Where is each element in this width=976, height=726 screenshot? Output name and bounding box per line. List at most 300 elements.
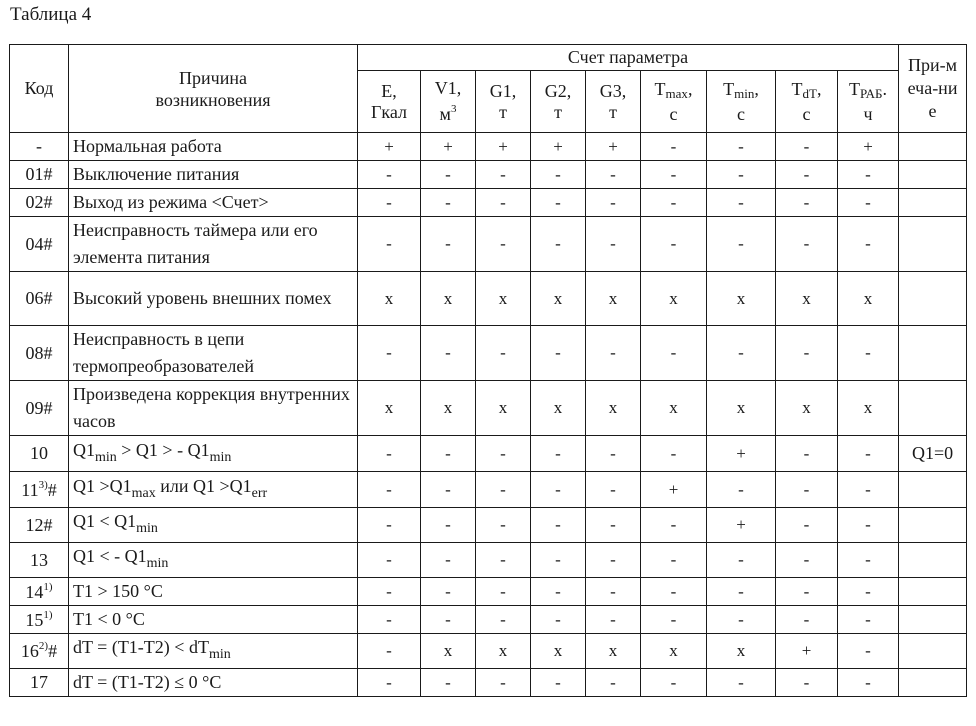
status-mark: - [641, 578, 707, 606]
status-mark: - [838, 578, 899, 606]
table-row [10, 508, 967, 543]
status-mark: x [586, 272, 641, 326]
param-main: T [723, 78, 735, 99]
code-value: 10 [30, 443, 48, 463]
status-mark: - [421, 472, 476, 508]
status-mark: x [641, 381, 707, 436]
param-header-line [641, 79, 706, 104]
status-mark: - [476, 578, 531, 606]
status-mark: - [476, 436, 531, 472]
status-mark: - [531, 161, 586, 189]
param-main: T [791, 78, 803, 99]
table-row [10, 161, 967, 189]
status-mark: x [476, 634, 531, 669]
cause-text: Высокий уровень внешних помех [73, 288, 332, 308]
status-mark: - [641, 133, 707, 161]
status-mark: - [707, 669, 776, 697]
header-note [899, 45, 967, 133]
status-mark: - [838, 436, 899, 472]
cause-text: dT = (T1-T2) < dT [73, 637, 209, 657]
param-unit-line [776, 104, 837, 125]
param-header-2 [476, 71, 531, 133]
status-mark: - [707, 217, 776, 272]
status-mark: - [531, 436, 586, 472]
status-mark: - [838, 508, 899, 543]
cause-text: Q1 < Q1 [73, 511, 137, 531]
cause-subscript: min [95, 449, 117, 465]
status-mark: - [776, 161, 838, 189]
param-main: T [654, 78, 666, 99]
note-cell [899, 508, 967, 543]
status-mark: - [421, 217, 476, 272]
status-mark: - [776, 578, 838, 606]
status-mark: - [358, 634, 421, 669]
param-main: V1, [434, 78, 462, 98]
status-mark: - [586, 326, 641, 381]
status-mark: - [476, 472, 531, 508]
status-mark: - [641, 543, 707, 578]
param-unit-line [358, 102, 420, 123]
header-cause [69, 45, 358, 133]
status-mark: - [476, 326, 531, 381]
status-mark: - [776, 472, 838, 508]
table-row [10, 634, 967, 669]
param-header-line [586, 81, 640, 102]
table-row [10, 578, 967, 606]
status-mark: - [531, 189, 586, 217]
status-mark: - [421, 669, 476, 697]
param-unit-line [476, 102, 530, 123]
status-mark: x [531, 381, 586, 436]
code-footnote: 1) [43, 580, 53, 593]
cause-text: Нормальная работа [73, 136, 222, 156]
note-cell [899, 578, 967, 606]
status-mark: - [838, 543, 899, 578]
code-footnote: 1) [43, 608, 53, 621]
header-code: Код [10, 45, 69, 133]
status-mark: - [838, 606, 899, 634]
status-mark: - [707, 543, 776, 578]
status-mark: - [476, 606, 531, 634]
status-mark: x [476, 272, 531, 326]
param-header-5 [641, 71, 707, 133]
status-mark: - [358, 543, 421, 578]
status-mark: - [776, 669, 838, 697]
code-cell [10, 381, 69, 436]
status-mark: - [476, 161, 531, 189]
status-mark: - [776, 436, 838, 472]
code-cell [10, 217, 69, 272]
cause-cell [69, 472, 358, 508]
status-mark: - [586, 436, 641, 472]
status-mark: x [531, 272, 586, 326]
param-unit: с [802, 103, 811, 124]
status-mark: - [531, 326, 586, 381]
header-param-group: Счет параметра [358, 45, 899, 71]
param-unit: Гкал [370, 101, 407, 122]
param-main: G1, [489, 80, 517, 101]
param-unit: т [554, 101, 562, 122]
code-suffix: # [48, 641, 58, 661]
param-sub: РАБ [860, 85, 883, 101]
status-mark: - [707, 578, 776, 606]
table-row [10, 272, 967, 326]
table-row [10, 326, 967, 381]
status-mark: - [776, 508, 838, 543]
cause-text: T1 < 0 °C [73, 609, 145, 629]
cause-text: Неисправность в цепи термопреобразователей [73, 329, 254, 376]
code-value: 08# [25, 342, 53, 363]
status-mark: - [641, 606, 707, 634]
status-mark: - [776, 133, 838, 161]
cause-text: dT = (T1-T2) ≤ 0 °C [73, 672, 222, 692]
status-mark: - [776, 606, 838, 634]
cause-text: Q1 < - Q1 [73, 546, 147, 566]
code-cell [10, 189, 69, 217]
note-cell [899, 634, 967, 669]
cause-text: или Q1 >Q1 [155, 475, 252, 496]
param-header-line [707, 79, 775, 104]
status-mark: - [707, 472, 776, 508]
code-value: 01# [25, 164, 53, 184]
status-mark: x [838, 381, 899, 436]
status-mark: - [586, 161, 641, 189]
param-unit-sup: 3 [450, 103, 457, 115]
cause-cell [69, 326, 358, 381]
status-mark: + [776, 634, 838, 669]
status-mark: - [707, 326, 776, 381]
cause-cell [69, 634, 358, 669]
param-tail: , [687, 78, 693, 99]
param-sub: min [734, 85, 755, 101]
code-value: 02# [25, 192, 53, 212]
param-main: T [849, 78, 861, 99]
cause-cell [69, 578, 358, 606]
status-mark: - [531, 606, 586, 634]
param-header-line [358, 81, 420, 102]
status-mark: x [476, 381, 531, 436]
status-mark: - [531, 508, 586, 543]
param-tail: . [882, 78, 887, 99]
status-mark: - [586, 508, 641, 543]
table-row [10, 472, 967, 508]
status-mark: - [838, 326, 899, 381]
status-mark: - [707, 189, 776, 217]
status-mark: - [531, 217, 586, 272]
status-mark: x [586, 381, 641, 436]
status-mark: - [641, 161, 707, 189]
code-suffix: # [47, 479, 57, 500]
note-cell [899, 326, 967, 381]
note-cell [899, 381, 967, 436]
param-unit: т [499, 101, 507, 122]
param-header-line [776, 79, 837, 104]
code-cell [10, 472, 69, 508]
table-row [10, 606, 967, 634]
param-sub: max [665, 85, 688, 101]
status-mark: + [476, 133, 531, 161]
param-tail: , [754, 78, 759, 99]
table-row [10, 669, 967, 697]
code-value: 14 [25, 581, 44, 602]
param-main: G2, [544, 80, 572, 101]
status-mark: - [776, 217, 838, 272]
code-value: 04# [25, 233, 53, 254]
code-value: 13 [30, 549, 48, 570]
table-header [10, 45, 967, 133]
status-mark: x [421, 634, 476, 669]
code-cell [10, 272, 69, 326]
status-mark: - [838, 189, 899, 217]
status-mark: - [838, 217, 899, 272]
code-cell [10, 436, 69, 472]
note-cell [899, 189, 967, 217]
status-mark: - [838, 161, 899, 189]
param-header-line [531, 81, 585, 102]
status-mark: x [707, 272, 776, 326]
status-mark: - [586, 189, 641, 217]
code-cell [10, 543, 69, 578]
cause-text: Q1 >Q1 [73, 475, 132, 496]
status-mark: - [838, 472, 899, 508]
status-mark: x [358, 381, 421, 436]
status-mark: - [586, 606, 641, 634]
cause-cell [69, 381, 358, 436]
note-cell [899, 161, 967, 189]
status-mark: - [776, 326, 838, 381]
code-footnote: 3) [38, 478, 48, 491]
status-mark: - [358, 606, 421, 634]
status-mark: - [586, 578, 641, 606]
cause-cell [69, 189, 358, 217]
param-unit-line [641, 104, 706, 125]
status-mark: x [358, 272, 421, 326]
code-cell [10, 578, 69, 606]
param-unit-line [531, 102, 585, 123]
status-mark: - [358, 161, 421, 189]
status-mark: + [586, 133, 641, 161]
cause-text: Q1 [73, 439, 95, 460]
status-mark: - [358, 508, 421, 543]
cause-text: > Q1 > - Q1 [116, 439, 210, 460]
status-mark: x [586, 634, 641, 669]
status-mark: - [476, 217, 531, 272]
code-cell [10, 634, 69, 669]
param-unit-line [421, 99, 475, 125]
status-mark: - [358, 217, 421, 272]
status-mark: - [776, 189, 838, 217]
status-mark: - [586, 543, 641, 578]
status-mark: - [531, 472, 586, 508]
status-mark: - [476, 508, 531, 543]
code-value: - [36, 136, 42, 156]
status-mark: + [358, 133, 421, 161]
param-unit: ч [863, 103, 873, 124]
status-mark: - [586, 669, 641, 697]
status-mark: + [421, 133, 476, 161]
cause-text: Выключение питания [73, 164, 240, 184]
table-row [10, 189, 967, 217]
param-header-0 [358, 71, 421, 133]
param-unit: с [737, 103, 745, 124]
cause-cell [69, 508, 358, 543]
status-mark: + [838, 133, 899, 161]
table-row [10, 381, 967, 436]
status-mark: - [358, 578, 421, 606]
param-header-8 [838, 71, 899, 133]
note-cell [899, 543, 967, 578]
status-mark: - [358, 189, 421, 217]
code-cell [10, 669, 69, 697]
status-mark: - [531, 578, 586, 606]
status-mark: - [641, 436, 707, 472]
status-mark: - [531, 669, 586, 697]
param-main: G3, [599, 80, 627, 101]
status-mark: - [421, 606, 476, 634]
status-mark: x [641, 272, 707, 326]
status-mark: - [531, 543, 586, 578]
code-value: 09# [25, 397, 53, 418]
cause-cell [69, 606, 358, 634]
status-mark: - [586, 217, 641, 272]
status-mark: - [421, 543, 476, 578]
status-mark: - [707, 133, 776, 161]
code-cell [10, 508, 69, 543]
status-mark: - [421, 161, 476, 189]
status-mark: - [421, 326, 476, 381]
cause-cell [69, 133, 358, 161]
status-mark: x [421, 272, 476, 326]
param-tail: , [816, 78, 822, 99]
cause-cell [69, 217, 358, 272]
status-mark: - [476, 669, 531, 697]
status-mark: x [421, 381, 476, 436]
code-value: 06# [25, 288, 53, 308]
cause-subscript: min [146, 556, 169, 571]
code-footnote: 2) [38, 640, 49, 652]
header-note-label: При-меча-ние [907, 55, 958, 121]
note-cell [899, 133, 967, 161]
note-cell [899, 217, 967, 272]
status-mark: x [776, 272, 838, 326]
param-unit: с [669, 103, 678, 124]
cause-cell [69, 436, 358, 472]
table-body [10, 133, 967, 697]
note-cell [899, 669, 967, 697]
code-value: 17 [30, 672, 48, 692]
status-mark: x [707, 381, 776, 436]
param-header-4 [586, 71, 641, 133]
status-mark: - [838, 634, 899, 669]
param-main: E, [381, 80, 397, 101]
param-header-line [838, 79, 898, 104]
status-mark: - [421, 508, 476, 543]
status-mark: - [586, 472, 641, 508]
cause-cell [69, 161, 358, 189]
status-mark: - [358, 669, 421, 697]
status-mark: + [707, 436, 776, 472]
code-value: 12# [25, 514, 53, 535]
status-mark: x [838, 272, 899, 326]
status-mark: - [641, 217, 707, 272]
code-value: 11 [21, 479, 39, 500]
status-mark: - [421, 436, 476, 472]
table-caption: Таблица 4 [10, 4, 92, 25]
status-mark: - [707, 161, 776, 189]
status-mark: - [476, 189, 531, 217]
status-mark: - [421, 578, 476, 606]
status-mark: - [776, 543, 838, 578]
status-mark: - [838, 669, 899, 697]
status-mark: - [476, 543, 531, 578]
status-mark: - [358, 436, 421, 472]
status-mark: - [641, 326, 707, 381]
status-mark: - [421, 189, 476, 217]
cause-subscript: max [131, 485, 156, 501]
table-row [10, 436, 967, 472]
param-unit-line [707, 104, 775, 125]
cause-text: Выход из режима <Счет> [73, 192, 269, 212]
status-mark: x [531, 634, 586, 669]
status-mark: - [358, 472, 421, 508]
param-unit-line [838, 104, 898, 125]
code-value: 16 [20, 641, 39, 661]
status-mark: - [707, 606, 776, 634]
header-cause-label: Причина возникновения [155, 67, 271, 110]
cause-subscript: min [208, 647, 231, 662]
cause-text: T1 > 150 °C [73, 581, 163, 601]
param-header-6 [707, 71, 776, 133]
code-cell [10, 326, 69, 381]
status-mark: - [641, 669, 707, 697]
status-mark: x [776, 381, 838, 436]
table-row [10, 133, 967, 161]
code-cell [10, 161, 69, 189]
note-cell [899, 272, 967, 326]
status-mark: + [707, 508, 776, 543]
status-mark: x [707, 634, 776, 669]
status-mark: - [641, 189, 707, 217]
status-mark: + [531, 133, 586, 161]
param-unit: т [609, 101, 617, 122]
note-cell: Q1=0 [899, 436, 967, 472]
status-mark: - [641, 508, 707, 543]
code-cell [10, 133, 69, 161]
status-mark: - [358, 326, 421, 381]
cause-cell [69, 543, 358, 578]
cause-subscript: err [251, 485, 268, 501]
note-cell [899, 606, 967, 634]
param-header-line [421, 78, 475, 99]
status-mark: + [641, 472, 707, 508]
param-header-7 [776, 71, 838, 133]
error-codes-table [9, 44, 967, 697]
param-unit-line [586, 102, 640, 123]
param-header-1 [421, 71, 476, 133]
status-mark: x [641, 634, 707, 669]
cause-text: Произведена коррекция внутренних часов [73, 384, 350, 431]
cause-cell [69, 272, 358, 326]
cause-subscript: min [136, 521, 158, 536]
code-value: 15 [25, 609, 44, 630]
table-row [10, 543, 967, 578]
cause-subscript: min [209, 449, 232, 465]
param-unit: м [439, 104, 451, 124]
cause-text: Неисправность таймера или его элемента питания [73, 220, 318, 267]
code-cell [10, 606, 69, 634]
note-cell [899, 472, 967, 508]
param-sub: dT [802, 85, 817, 101]
